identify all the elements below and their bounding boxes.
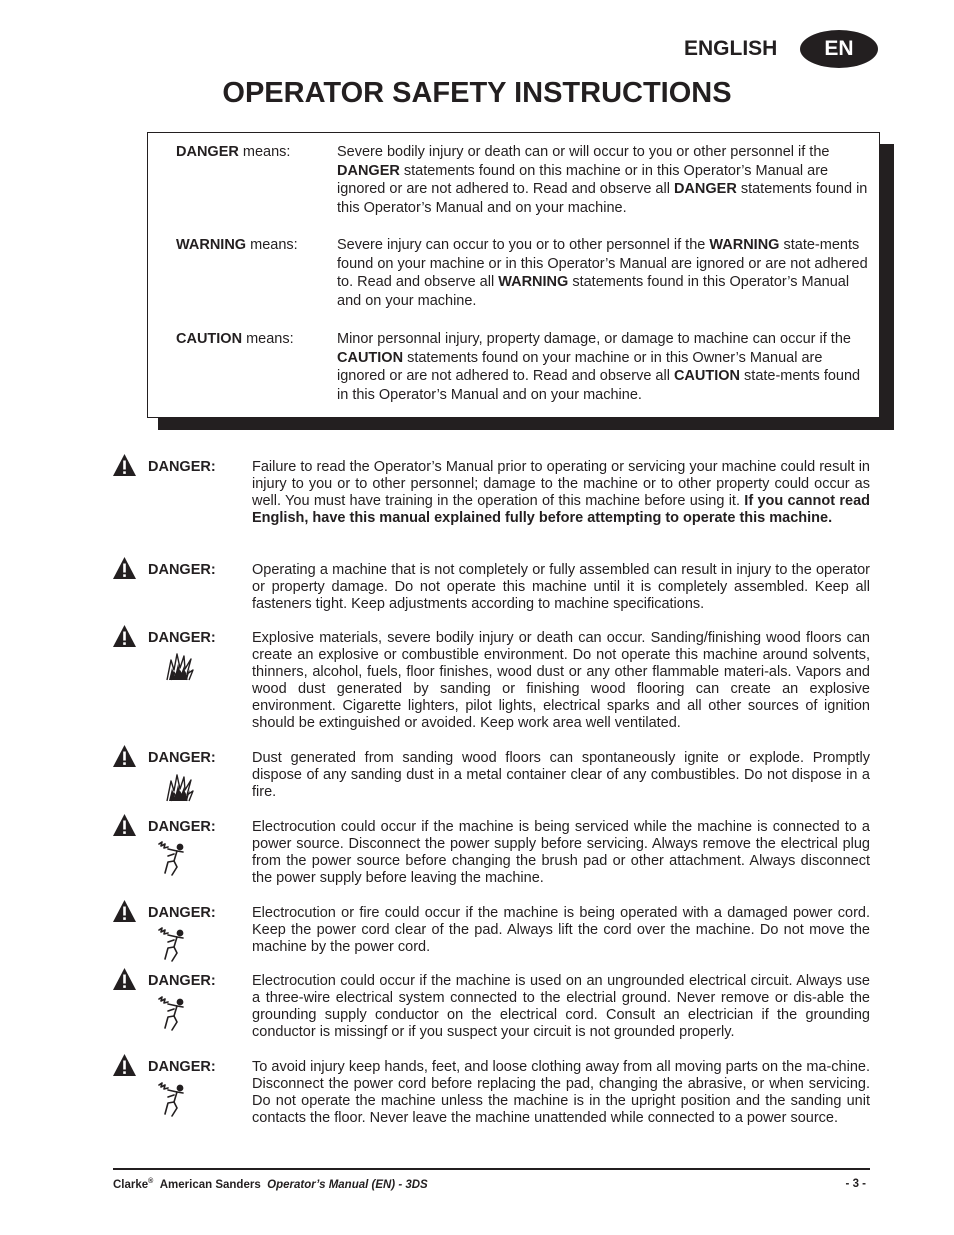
page-number: - 3 - [845,1178,866,1190]
language-indicator [684,30,854,68]
danger-label: DANGER: [148,459,216,475]
danger-label: DANGER: [148,750,216,766]
warning-triangle-icon [112,453,137,477]
warning-triangle-icon [112,624,137,648]
danger-text: Electrocution or fire could occur if the machine is being operated with a damaged power cord. Keep the power cord clear of the pad. Always lift the cord over the machine. Do not move the machine by the power cord. [252,905,870,956]
danger-text: Explosive materials, severe bodily injury or death can occur. Sanding/finishing wood floors can create an explosive or combustible environment. Do not operate this machine around solvents, thinners, alcohol, fuels, floor finishes, wood dust or any other flammable materi-als. Vapors and wood dust generated by sanding or finishing wood flooring can create an explosive environment. Cigarette lighters, pilot lights, electrical sparks and all other sources of ignition should be extinguished or avoided. Keep work area well ventilated. [252,630,870,732]
danger-label: DANGER: [148,973,216,989]
electrocution-icon [158,840,188,872]
warning-triangle-icon [112,967,137,991]
footer-divider [113,1168,870,1170]
danger-label: DANGER: [148,819,216,835]
danger-label: DANGER: [148,905,216,921]
definition-term-warning: WARNING means: [176,237,298,253]
danger-text: Electrocution could occur if the machine is being serviced while the machine is connected to a power source. Disconnect the power supply before servicing. Always remove the electrical plug from the power source before changing the brush pad or other attachment. Always disconnect the power supply before leaving the machine. [252,819,870,887]
footer-manual: Operator’s Manual (EN) - 3DS [267,1178,428,1191]
definition-term-caution: CAUTION means: [176,331,294,347]
definitions-box [147,132,880,418]
electrocution-icon [158,926,188,958]
language-label: ENGLISH [684,37,778,60]
warning-triangle-icon [112,1053,137,1077]
danger-text: Failure to read the Operator’s Manual prior to operating or servicing your machine could result in injury to you or to other personnel; damage to the machine or to other property could occur as well. You must have training in the operation of this machine before using it. If you cannot read English, have this manual explained fully before attempting to operate this machine. [252,459,870,527]
footer-company: American Sanders [159,1178,261,1191]
definition-text-danger: Severe bodily injury or death can or will occur to you or other personnel if the DANGER statements found on this machine or in this Operator’s Manual are ignored or are not adhered to. Read and observe all DANGER statements found in this Operator’s Manual and on your machine. [337,144,868,216]
definition-text-caution: Minor personnal injury, property damage, or damage to machine can occur if the CAUTION statements found on your machine or in this Owner’s Manual are ignored or are not adhered to. Read and observe all CAUTION state-ments found in this Operator’s Manual and on your machine. [337,331,861,403]
electrocution-icon [158,995,188,1027]
explosion-icon [165,650,195,682]
page-footer [113,1178,870,1191]
explosion-icon [165,771,195,803]
warning-triangle-icon [112,744,137,768]
danger-text: Dust generated from sanding wood floors can spontaneously ignite or explode. Promptly dispose of any sanding dust in a metal container clear of any combustibles. Do not dispose in a fire. [252,750,870,801]
language-badge: EN [800,30,878,68]
warning-triangle-icon [112,813,137,837]
footer-brand: Clarke [113,1178,149,1191]
danger-label: DANGER: [148,1059,216,1075]
electrocution-icon [158,1081,188,1113]
page-title: OPERATOR SAFETY INSTRUCTIONS [222,77,732,109]
danger-text: To avoid injury keep hands, feet, and loose clothing away from all moving parts on the ma-chine. Disconnect the power cord before replacing the pad, changing the abrasive, or when servicing. Do not operate the machine unless the machine is in the upright position and the sanding unit contacts the floor. Never leave the machine unattended while connected to a power source. [252,1059,870,1127]
definition-term-danger: DANGER means: [176,144,291,160]
danger-label: DANGER: [148,562,216,578]
danger-text: Electrocution could occur if the machine is used on an ungrounded electrical circuit. Always use a three-wire electrical system connected to the electrial ground. Never remove or dis-able the grounding supply conductor on the electrical cord. Consult an electrician if the grounding conductor is missingf or if you suspect your circuit is not grounded properly. [252,973,870,1041]
definition-text-warning: Severe injury can occur to you or to other personnel if the WARNING state-ments found on your machine or in this Operator’s Manual are ignored or are not adhered to. Read and observe all WARNING statements found in this Operator’s Manual and on your machine. [337,237,868,309]
danger-text: Operating a machine that is not completely or fully assembled can result in injury to the operator or property damage. Do not operate this machine until it is completely assembled. Keep all fasteners tight. Keep adjustments according to machine specifications. [252,562,870,613]
footer-reg-mark: ® [148,1178,154,1185]
warning-triangle-icon [112,899,137,923]
danger-label: DANGER: [148,630,216,646]
warning-triangle-icon [112,556,137,580]
